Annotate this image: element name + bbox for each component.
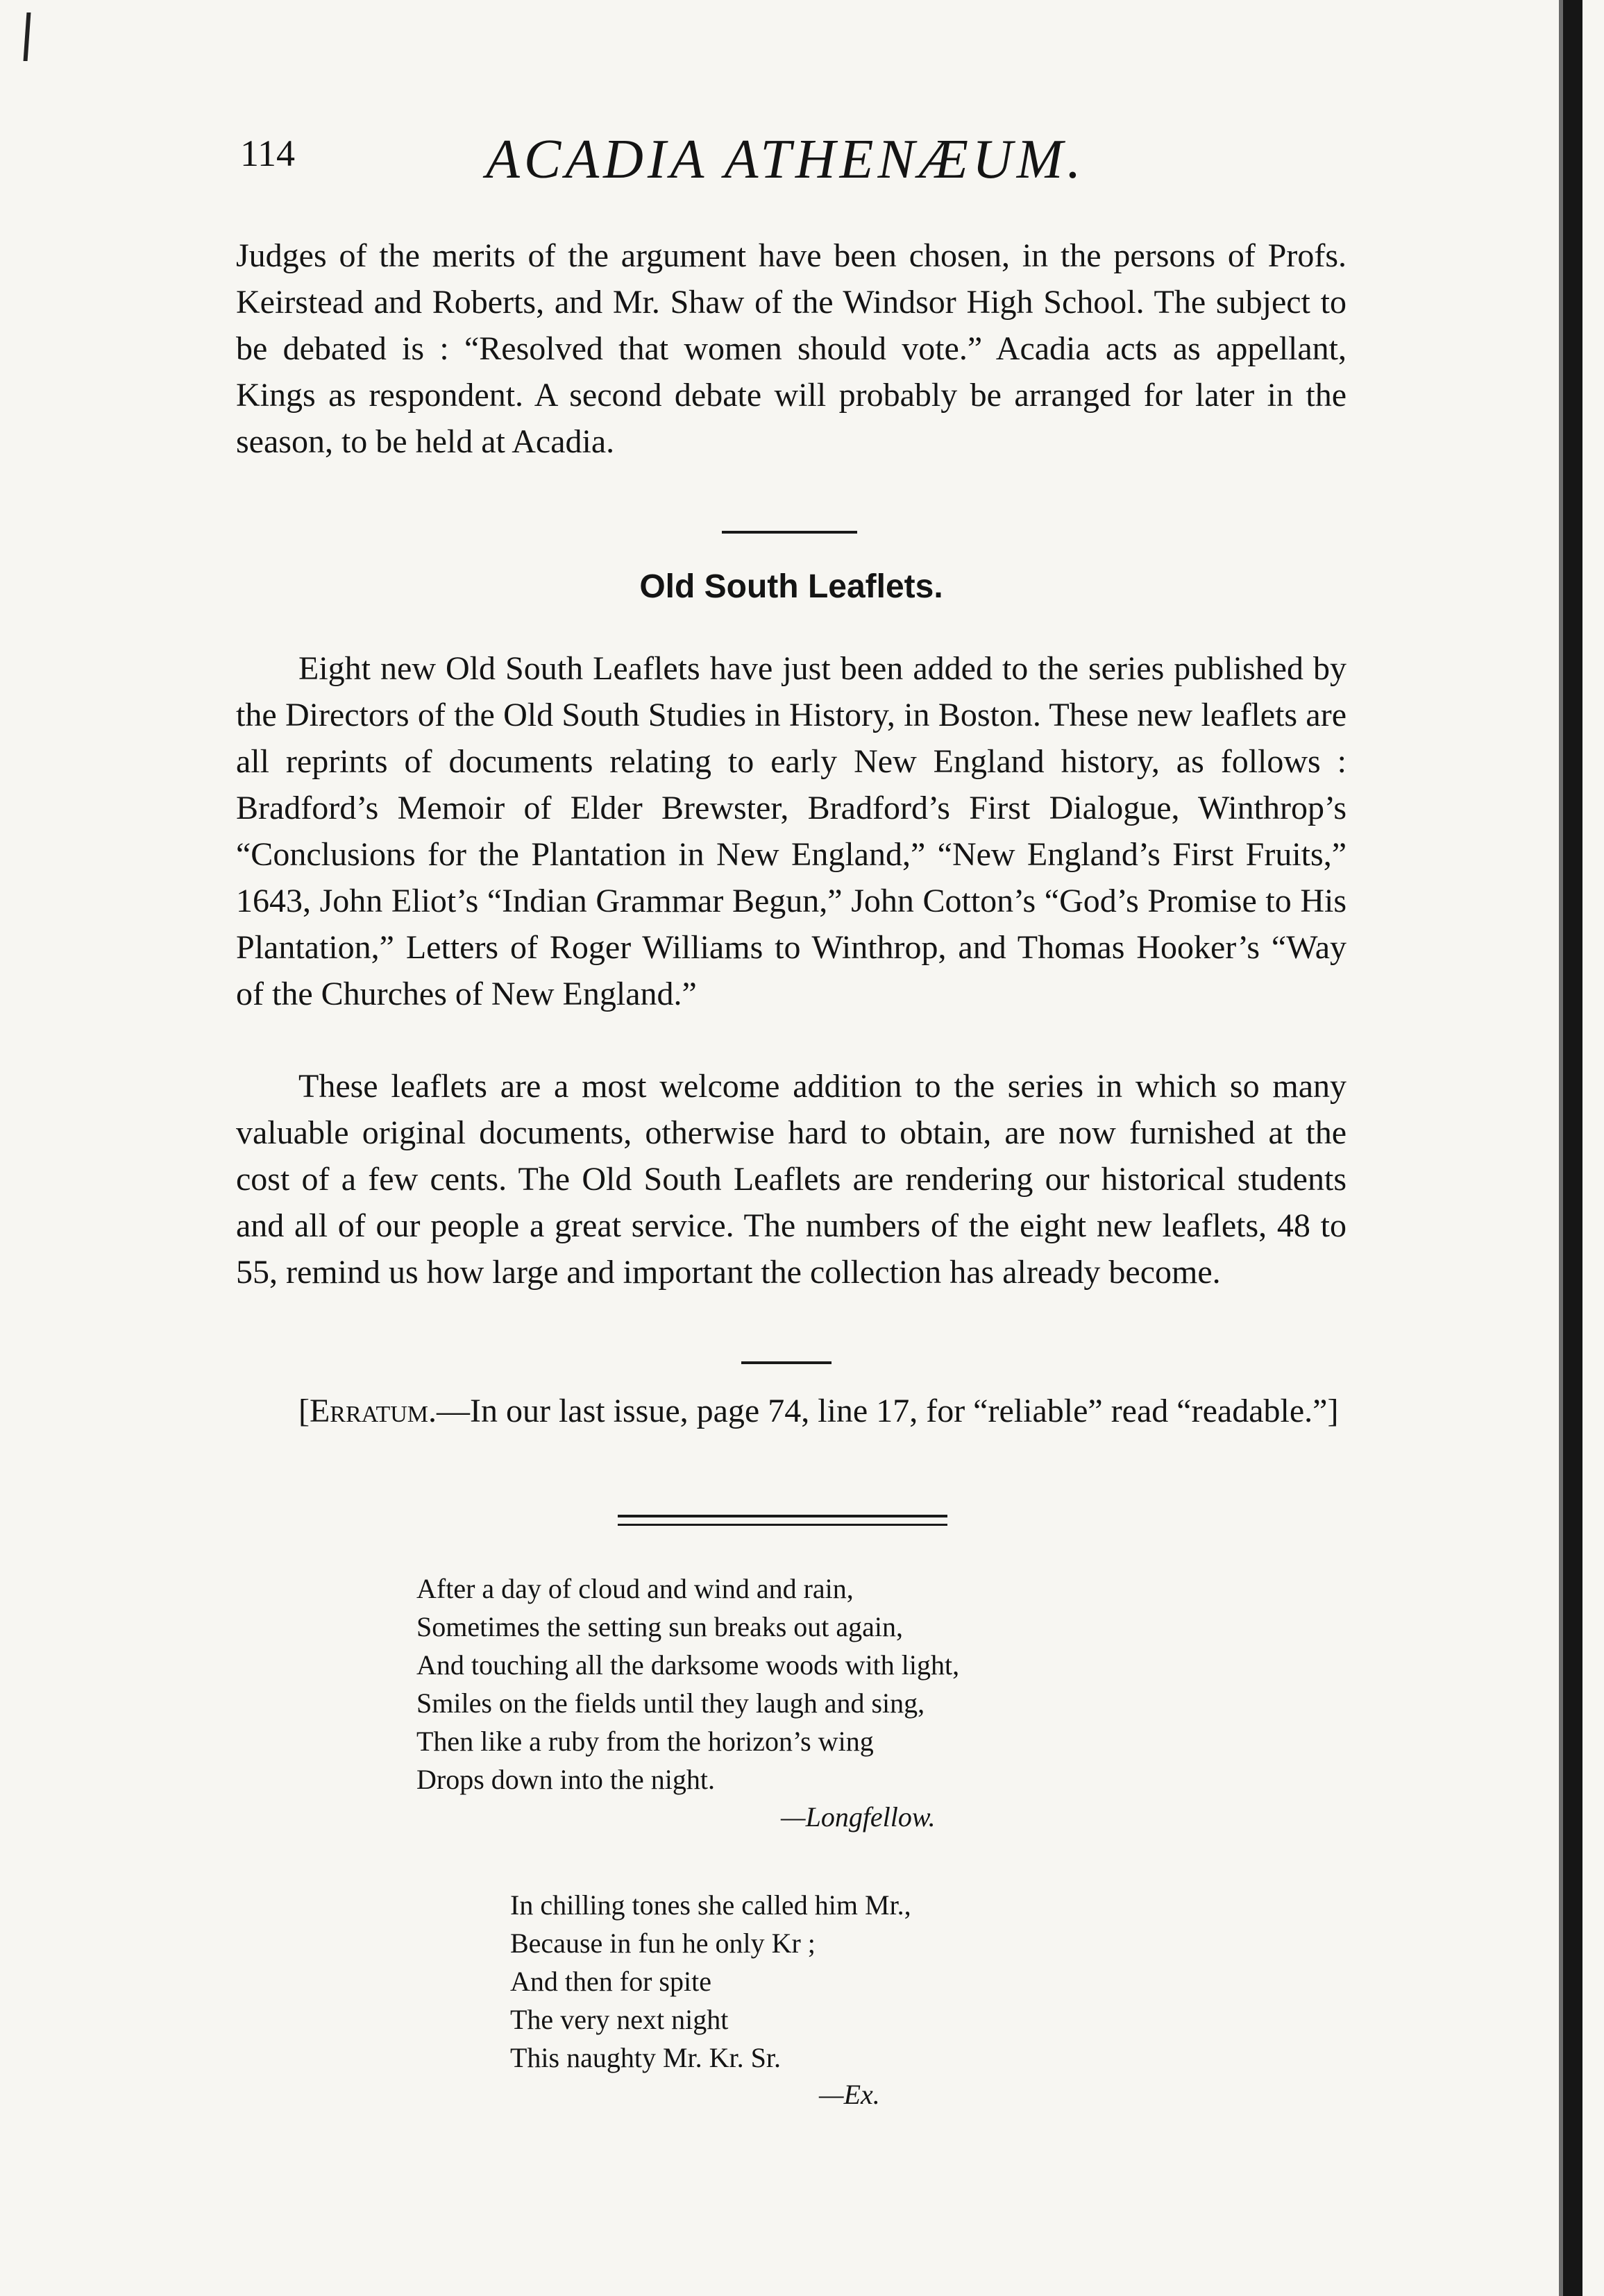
erratum-note (236, 1388, 1346, 1434)
poem-longfellow (416, 1570, 959, 1798)
poem-line: Sometimes the setting sun breaks out again, (416, 1611, 903, 1642)
poem-line: In chilling tones she called him Mr., (510, 1889, 911, 1921)
poem-attribution: —Ex. (819, 2079, 880, 2110)
poem-line: This naughty Mr. Kr. Sr. (510, 2042, 782, 2073)
poem-epigram (510, 1886, 911, 2077)
poem-line: Because in fun he only Kr ; (510, 1928, 816, 1959)
poem-line: After a day of cloud and wind and rain, (416, 1573, 854, 1604)
poem-line: And then for spite (510, 1966, 711, 1997)
debate-paragraph: Judges of the merits of the argument have been chosen, in the persons of Profs. Keirstead and Roberts, and Mr. Shaw of the Windsor High School. The subject to be debated is : “Resolved that women should vote.” Acadia acts as appellant, Kings as respondent. A second debate will probably be arranged for later in the season, to be held at Acadia. (236, 237, 1346, 460)
erratum-text: —In our last issue, page 74, line 17, for “reliable” read “readable.”] (437, 1393, 1339, 1429)
page-edge-shadow (1563, 0, 1582, 2296)
article-paragraph: Eight new Old South Leaflets have just been added to the series published by the Directors of the Old South Studies in History, in Boston. These new leaflets are all reprints of documents relating to early New England history, as follows : Bradford’s Memoir of Elder Brewster, Bradford’s First Dialogue, Winthrop’s “Conclusions for the Plantation in New England,” “New England’s First Fruits,” 1643, John Eliot’s “Indian Grammar Begun,” John Cotton’s “God’s Promise to His Plantation,” Letters of Roger Williams to Winthrop, and Thomas Hooker’s “Way of the Churches of New England.” (236, 650, 1346, 1012)
double-rule-bottom (618, 1524, 947, 1526)
erratum-label: [Erratum. (298, 1393, 437, 1429)
poem-line: The very next night (510, 2004, 729, 2035)
section-divider (741, 1361, 831, 1364)
article-heading: Old South Leaflets. (639, 568, 943, 605)
poem-line: And touching all the darksome woods with light, (416, 1649, 960, 1681)
scan-mark (24, 12, 31, 61)
poem-line: Drops down into the night. (416, 1764, 715, 1795)
poem-line: Then like a ruby from the horizon’s wing (416, 1726, 874, 1757)
poem-attribution: —Longfellow. (781, 1801, 936, 1832)
article-paragraph: These leaflets are a most welcome addition to the series in which so many valuable original documents, otherwise hard to obtain, are now furnished at the cost of a few cents. The Old South Leaflets are rendering our historical students and all of our people a great service. The numbers of the eight new leaflets, 48 to 55, remind us how large and important the collection has already become. (236, 1068, 1346, 1291)
section-divider (722, 531, 857, 534)
running-title: ACADIA ATHENÆUM. (486, 129, 1086, 190)
poem-line: Smiles on the fields until they laugh and sing, (416, 1687, 925, 1719)
page-number: 114 (240, 133, 295, 174)
double-rule-top (618, 1515, 947, 1517)
